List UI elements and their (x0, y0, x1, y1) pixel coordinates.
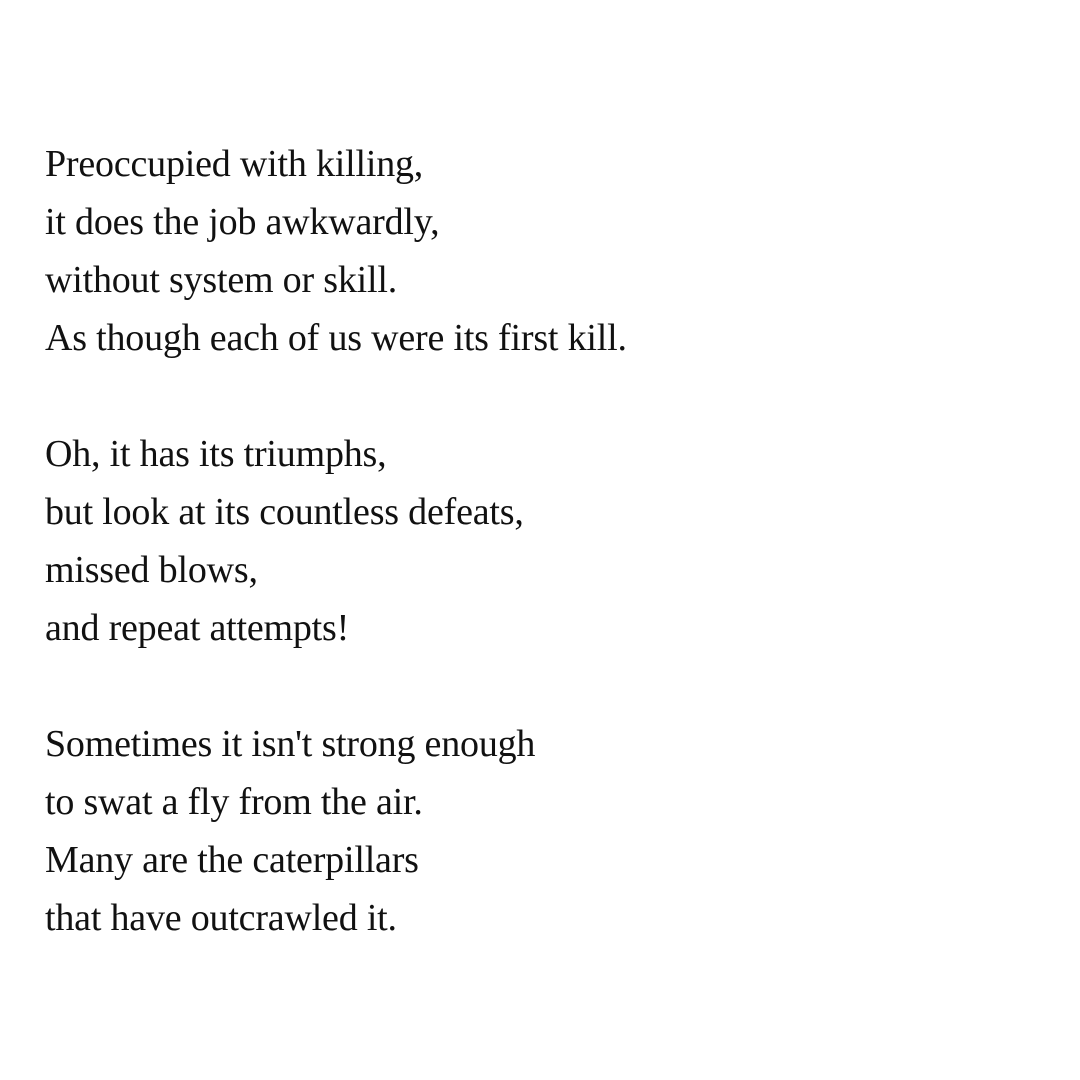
poem-line: and repeat attempts! (45, 607, 350, 649)
poem-line: to swat a fly from the air. (45, 781, 423, 823)
poem-line: Preoccupied with killing, (45, 143, 424, 185)
poem-text (45, 135, 1035, 947)
poem-line: that have outcrawled it. (45, 897, 397, 939)
poem-line: Oh, it has its triumphs, (45, 433, 387, 475)
stanza-2 (45, 425, 1035, 657)
poem-line: without system or skill. (45, 259, 397, 301)
poem-line: As though each of us were its first kill. (45, 317, 627, 359)
poem-line: Many are the caterpillars (45, 839, 419, 881)
poem-line: Sometimes it isn't strong enough (45, 723, 536, 765)
stanza-1 (45, 135, 1035, 367)
poem-line: but look at its countless defeats, (45, 491, 524, 533)
poem-line: it does the job awkwardly, (45, 201, 440, 243)
stanza-3 (45, 715, 1035, 947)
poem-line: missed blows, (45, 549, 258, 591)
